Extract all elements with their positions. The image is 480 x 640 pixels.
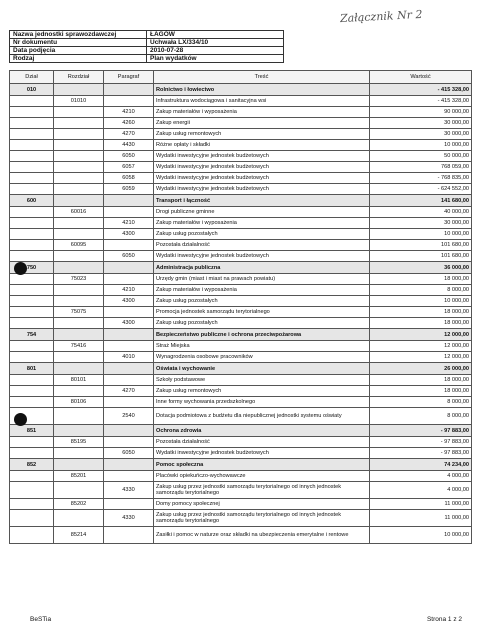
cell-dzial [10,318,54,329]
cell-rozdzial [54,285,104,296]
cell-wartosc: 26 000,00 [370,363,472,375]
cell-rozdzial [54,262,104,274]
meta-label: Nr dokumentu [10,39,147,47]
cell-rozdzial [54,229,104,240]
cell-wartosc: 768 059,00 [370,162,472,173]
cell-paragraf: 6050 [104,251,154,262]
cell-dzial [10,386,54,397]
cell-paragraf [104,329,154,341]
table-row [10,527,472,544]
cell-wartosc: 90 000,00 [370,107,472,118]
cell-paragraf: 4260 [104,118,154,129]
meta-row [10,55,284,63]
cell-dzial [10,173,54,184]
header-tresc: Treść [154,71,370,84]
table-row [10,151,472,162]
table-row [10,352,472,363]
cell-tresc: Zakup usług pozostałych [154,229,370,240]
cell-paragraf [104,96,154,107]
cell-wartosc: 12 000,00 [370,341,472,352]
cell-wartosc: 12 000,00 [370,329,472,341]
header-rozdzial: Rozdział [54,71,104,84]
cell-rozdzial [54,363,104,375]
cell-tresc: Zasiłki i pomoc w naturze oraz składki na ubezpieczenia emerytalne i rentowe [154,527,370,544]
table-row [10,408,472,425]
cell-wartosc: 8 000,00 [370,397,472,408]
cell-rozdzial: 85195 [54,437,104,448]
table-row [10,510,472,527]
footer-page-number: Strona 1 z 2 [426,616,462,623]
table-section-row [10,195,472,207]
cell-tresc: Zakup usług przez jednostki samorządu terytorialnego od innych jednostek samorządu terytorialnego [154,482,370,499]
cell-tresc: Wydatki inwestycyjne jednostek budżetowych [154,162,370,173]
cell-dzial: 600 [10,195,54,207]
cell-paragraf [104,459,154,471]
cell-rozdzial: 80106 [54,397,104,408]
table-row [10,448,472,459]
cell-paragraf [104,499,154,510]
cell-dzial [10,352,54,363]
cell-wartosc: 141 680,00 [370,195,472,207]
table-row [10,107,472,118]
cell-tresc: Zakup usług remontowych [154,129,370,140]
cell-paragraf: 4300 [104,296,154,307]
cell-paragraf [104,527,154,544]
cell-tresc: Szkoły podstawowe [154,375,370,386]
cell-paragraf: 4210 [104,218,154,229]
cell-tresc: Placówki opiekuńczo-wychowawcze [154,471,370,482]
table-row [10,173,472,184]
table-row [10,96,472,107]
cell-tresc: Zakup usług pozostałych [154,296,370,307]
cell-wartosc: 18 000,00 [370,375,472,386]
meta-row [10,31,284,39]
cell-dzial [10,471,54,482]
table-row [10,184,472,195]
cell-tresc: Drogi publiczne gminne [154,207,370,218]
cell-dzial [10,307,54,318]
table-row [10,341,472,352]
cell-dzial [10,118,54,129]
meta-value: 2010-07-28 [147,47,284,55]
cell-tresc: Wydatki inwestycyjne jednostek budżetowych [154,184,370,195]
cell-wartosc: 50 000,00 [370,151,472,162]
cell-paragraf: 6058 [104,173,154,184]
cell-dzial: 750 [10,262,54,274]
cell-paragraf: 6059 [104,184,154,195]
handwritten-attachment-note: Załącznik Nr 2 [339,7,423,26]
cell-dzial [10,375,54,386]
cell-paragraf: 4270 [104,129,154,140]
cell-rozdzial [54,129,104,140]
cell-wartosc: 30 000,00 [370,129,472,140]
cell-rozdzial [54,329,104,341]
footer-software-label: BeSTia [30,616,52,623]
cell-rozdzial [54,386,104,397]
cell-tresc: Inne formy wychowania przedszkolnego [154,397,370,408]
meta-value: Plan wydatków [147,55,284,63]
cell-rozdzial [54,218,104,229]
cell-wartosc: - 768 835,00 [370,173,472,184]
cell-tresc: Zakup materiałów i wyposażenia [154,218,370,229]
cell-dzial [10,240,54,251]
meta-row [10,39,284,47]
cell-paragraf [104,84,154,96]
cell-tresc: Infrastruktura wodociągowa i sanitacyjna wsi [154,96,370,107]
cell-dzial: 801 [10,363,54,375]
cell-rozdzial: 75416 [54,341,104,352]
table-row [10,251,472,262]
cell-dzial: 010 [10,84,54,96]
cell-tresc: Wydatki inwestycyjne jednostek budżetowych [154,151,370,162]
table-row [10,118,472,129]
meta-row [10,47,284,55]
cell-tresc: Wynagrodzenia osobowe pracowników [154,352,370,363]
cell-tresc: Zakup energii [154,118,370,129]
cell-wartosc: 18 000,00 [370,318,472,329]
cell-paragraf [104,262,154,274]
cell-rozdzial: 75075 [54,307,104,318]
table-row [10,397,472,408]
cell-dzial [10,482,54,499]
cell-dzial [10,285,54,296]
expenditure-plan-table [9,70,472,544]
table-header-row [10,71,472,84]
table-row [10,318,472,329]
cell-tresc: Pozostała działalność [154,240,370,251]
cell-wartosc: 101 680,00 [370,251,472,262]
cell-rozdzial [54,425,104,437]
cell-tresc: Pozostała działalność [154,437,370,448]
header-paragraf: Paragraf [104,71,154,84]
table-body [10,84,472,544]
cell-rozdzial: 01010 [54,96,104,107]
cell-dzial [10,448,54,459]
cell-wartosc: 11 000,00 [370,510,472,527]
cell-tresc: Zakup materiałów i wyposażenia [154,285,370,296]
cell-wartosc: 40 000,00 [370,207,472,218]
cell-paragraf: 6050 [104,448,154,459]
cell-dzial [10,162,54,173]
table-row [10,285,472,296]
cell-wartosc: 10 000,00 [370,527,472,544]
cell-dzial [10,107,54,118]
cell-rozdzial [54,195,104,207]
cell-tresc: Ochrona zdrowia [154,425,370,437]
cell-tresc: Transport i łączność [154,195,370,207]
cell-tresc: Wydatki inwestycyjne jednostek budżetowych [154,448,370,459]
cell-rozdzial [54,459,104,471]
cell-wartosc: - 415 328,00 [370,84,472,96]
cell-wartosc: 30 000,00 [370,118,472,129]
cell-wartosc: 8 000,00 [370,285,472,296]
table-section-row [10,262,472,274]
cell-wartosc: 4 000,00 [370,471,472,482]
table-row [10,482,472,499]
cell-paragraf [104,195,154,207]
cell-paragraf [104,207,154,218]
cell-dzial [10,251,54,262]
table-section-row [10,425,472,437]
cell-tresc: Domy pomocy społecznej [154,499,370,510]
cell-tresc: Różne opłaty i składki [154,140,370,151]
cell-paragraf: 6057 [104,162,154,173]
cell-rozdzial [54,448,104,459]
cell-wartosc: 4 000,00 [370,482,472,499]
cell-wartosc: 8 000,00 [370,408,472,425]
meta-label: Data podjęcia [10,47,147,55]
cell-tresc: Zakup usług remontowych [154,386,370,397]
cell-dzial [10,129,54,140]
cell-paragraf: 4300 [104,229,154,240]
table-section-row [10,84,472,96]
table-row [10,375,472,386]
table-section-row [10,363,472,375]
cell-paragraf [104,471,154,482]
cell-tresc: Bezpieczeństwo publiczne i ochrona przeciwpożarowa [154,329,370,341]
table-row [10,162,472,173]
cell-tresc: Pomoc społeczna [154,459,370,471]
cell-paragraf [104,240,154,251]
cell-paragraf: 4300 [104,318,154,329]
header-wartosc: Wartość [370,71,472,84]
table-row [10,437,472,448]
punch-hole-top [14,262,27,275]
table-row [10,274,472,285]
meta-label: Nazwa jednostki sprawozdawczej [10,31,147,39]
cell-dzial [10,296,54,307]
cell-tresc: Wydatki inwestycyjne jednostek budżetowych [154,251,370,262]
cell-paragraf: 4330 [104,482,154,499]
table-section-row [10,459,472,471]
cell-rozdzial [54,107,104,118]
cell-rozdzial: 85201 [54,471,104,482]
cell-rozdzial [54,173,104,184]
cell-dzial [10,184,54,195]
cell-dzial [10,140,54,151]
cell-paragraf: 6050 [104,151,154,162]
cell-tresc: Wydatki inwestycyjne jednostek budżetowych [154,173,370,184]
cell-rozdzial [54,162,104,173]
cell-tresc: Straż Miejska [154,341,370,352]
cell-wartosc: - 97 883,00 [370,448,472,459]
cell-tresc: Zakup usług przez jednostki samorządu terytorialnego od innych jednostek samorządu terytorialnego [154,510,370,527]
cell-rozdzial [54,251,104,262]
cell-dzial: 852 [10,459,54,471]
cell-dzial [10,229,54,240]
cell-tresc: Urzędy gmin (miast i miast na prawach powiatu) [154,274,370,285]
table-row [10,499,472,510]
table-row [10,140,472,151]
cell-rozdzial [54,118,104,129]
cell-wartosc: 10 000,00 [370,296,472,307]
cell-rozdzial [54,318,104,329]
cell-wartosc: 18 000,00 [370,274,472,285]
cell-rozdzial: 85202 [54,499,104,510]
cell-wartosc: 30 000,00 [370,218,472,229]
table-row [10,386,472,397]
table-row [10,471,472,482]
cell-paragraf [104,397,154,408]
cell-rozdzial [54,296,104,307]
cell-rozdzial [54,510,104,527]
cell-rozdzial [54,184,104,195]
cell-paragraf: 4430 [104,140,154,151]
cell-wartosc: 101 680,00 [370,240,472,251]
cell-paragraf [104,274,154,285]
table-section-row [10,329,472,341]
cell-dzial [10,96,54,107]
table-row [10,229,472,240]
punch-hole-bottom [14,413,27,426]
cell-rozdzial: 60095 [54,240,104,251]
table-row [10,218,472,229]
cell-tresc: Dotacja podmiotowa z budżetu dla niepublicznej jednostki systemu oświaty [154,408,370,425]
cell-dzial [10,274,54,285]
cell-tresc: Rolnictwo i łowiectwo [154,84,370,96]
cell-rozdzial [54,140,104,151]
cell-rozdzial: 75023 [54,274,104,285]
cell-wartosc: 18 000,00 [370,307,472,318]
cell-wartosc: 11 000,00 [370,499,472,510]
cell-dzial: 851 [10,425,54,437]
cell-paragraf [104,375,154,386]
cell-paragraf: 4210 [104,285,154,296]
cell-rozdzial [54,482,104,499]
table-row [10,307,472,318]
cell-paragraf [104,341,154,352]
cell-dzial [10,151,54,162]
cell-paragraf: 2540 [104,408,154,425]
cell-dzial: 754 [10,329,54,341]
cell-rozdzial [54,352,104,363]
cell-wartosc: 18 000,00 [370,386,472,397]
cell-dzial [10,218,54,229]
table-row [10,129,472,140]
cell-paragraf [104,363,154,375]
cell-rozdzial [54,408,104,425]
cell-paragraf: 4330 [104,510,154,527]
cell-rozdzial [54,84,104,96]
cell-dzial [10,397,54,408]
cell-paragraf [104,437,154,448]
cell-paragraf: 4270 [104,386,154,397]
cell-tresc: Oświata i wychowanie [154,363,370,375]
cell-tresc: Zakup materiałów i wyposażenia [154,107,370,118]
cell-dzial [10,341,54,352]
cell-wartosc: - 624 552,00 [370,184,472,195]
meta-value: Uchwała LX/334/10 [147,39,284,47]
cell-tresc: Zakup usług pozostałych [154,318,370,329]
cell-wartosc: 12 000,00 [370,352,472,363]
cell-dzial [10,207,54,218]
cell-rozdzial [54,151,104,162]
cell-rozdzial: 80101 [54,375,104,386]
table-row [10,207,472,218]
header-dzial: Dział [10,71,54,84]
cell-wartosc: 36 000,00 [370,262,472,274]
cell-paragraf: 4010 [104,352,154,363]
cell-paragraf [104,307,154,318]
cell-wartosc: 74 234,00 [370,459,472,471]
cell-dzial [10,437,54,448]
cell-tresc: Administracja publiczna [154,262,370,274]
table-row [10,240,472,251]
meta-label: Rodzaj [10,55,147,63]
meta-value: ŁAGÓW [147,31,284,39]
cell-paragraf [104,425,154,437]
cell-tresc: Promocja jednostek samorządu terytorialnego [154,307,370,318]
cell-wartosc: 10 000,00 [370,229,472,240]
document-meta-table [9,30,284,63]
cell-rozdzial: 85214 [54,527,104,544]
cell-wartosc: 10 000,00 [370,140,472,151]
cell-paragraf: 4210 [104,107,154,118]
cell-rozdzial: 60016 [54,207,104,218]
cell-wartosc: - 415 328,00 [370,96,472,107]
cell-dzial [10,510,54,527]
cell-dzial [10,499,54,510]
cell-dzial [10,527,54,544]
cell-wartosc: - 97 883,00 [370,425,472,437]
table-row [10,296,472,307]
cell-wartosc: - 97 883,00 [370,437,472,448]
